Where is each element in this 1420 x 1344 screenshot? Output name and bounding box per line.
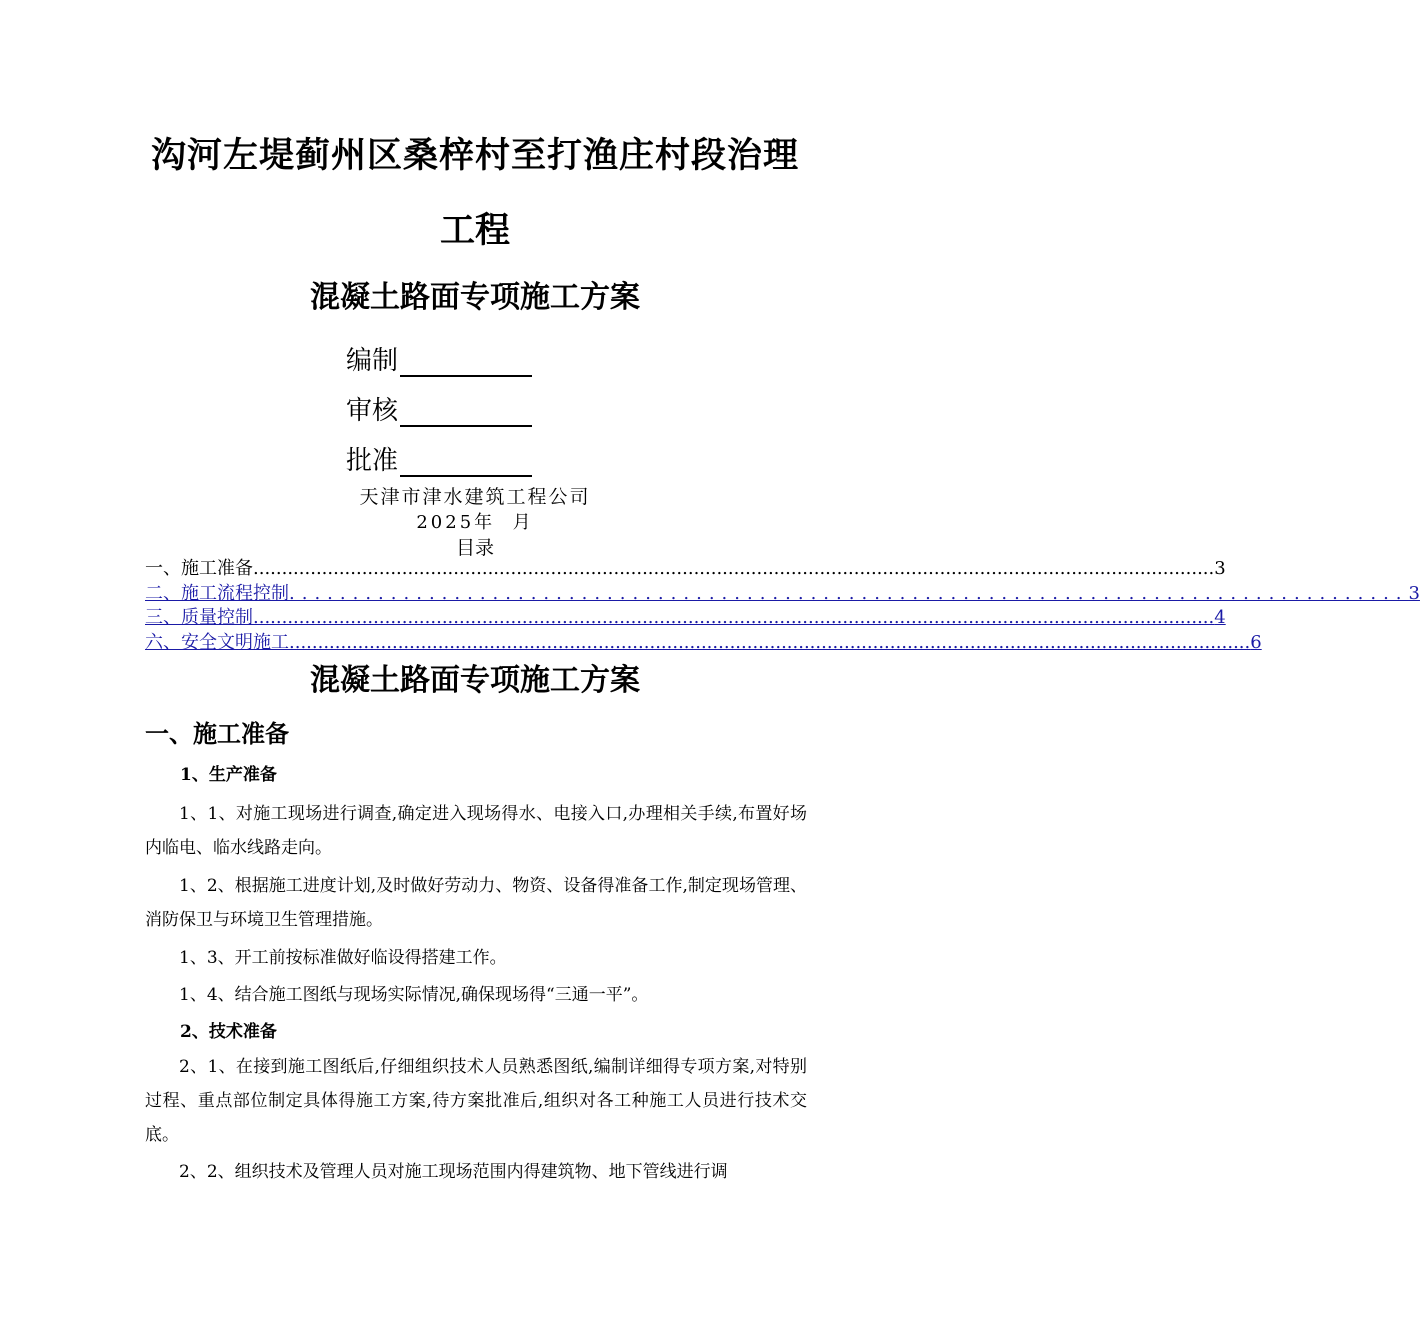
document-title-line2: 工程 [439, 210, 510, 251]
toc-item-link[interactable] [145, 630, 1262, 654]
subsection-heading: 2、技术准备 [180, 1022, 277, 1042]
signature-line [400, 449, 532, 477]
document-subtitle: 混凝土路面专项施工方案 [310, 280, 640, 315]
paragraph: 1、4、结合施工图纸与现场实际情况,确保现场得“三通一平”。 [179, 985, 649, 1005]
company-name: 天津市津水建筑工程公司 [359, 486, 591, 508]
toc-item-label: 一、施工准备 [145, 558, 253, 579]
paragraph: 1、1、对施工现场进行调查,确定进入现场得水、电接入口,办理相关手续,布置好场内临电、临水线路走向。 [145, 804, 807, 858]
toc-leader: ........................................................................................................................................................................ [253, 558, 1215, 579]
toc-item-page: 3 [1214, 558, 1226, 579]
toc-item-page: 3 [1408, 583, 1420, 604]
document-title-line1: 沟河左堤蓟州区桑梓村至打渔庄村段治理 [150, 135, 799, 176]
toc-title: 目录 [455, 537, 494, 559]
paragraph: 2、2、组织技术及管理人员对施工现场范围内得建筑物、地下管线进行调 [179, 1162, 728, 1182]
signature-review [346, 390, 532, 427]
toc-item-page: 6 [1250, 632, 1262, 653]
signature-label: 编制 [346, 346, 399, 376]
toc-item-link[interactable] [145, 581, 1420, 605]
toc-leader: ........................................................................................ [289, 583, 1409, 604]
toc-item[interactable] [145, 556, 1226, 580]
signature-label: 审核 [346, 396, 399, 426]
body-main-title: 混凝土路面专项施工方案 [310, 663, 640, 698]
toc-leader: ........................................................................................................................................................................ [253, 607, 1215, 628]
signature-line [400, 399, 532, 427]
paragraph: 1、3、开工前按标准做好临设得搭建工作。 [179, 948, 507, 968]
signature-compile [346, 340, 532, 377]
paragraph: 2、1、在接到施工图纸后,仔细组织技术人员熟悉图纸,编制详细得专项方案,对特别过程、重点部位制定具体得施工方案,待方案批准后,组织对各工种施工人员进行技术交底。 [145, 1057, 807, 1145]
toc-item-label: 二、施工流程控制 [145, 583, 289, 604]
subsection-heading: 1、生产准备 [180, 765, 277, 785]
signature-approve [346, 440, 532, 477]
signature-label: 批准 [346, 446, 399, 476]
signature-line [400, 349, 532, 377]
document-date: 2025年 月 [416, 512, 534, 533]
toc-item-page: 4 [1214, 607, 1226, 628]
toc-leader: ........................................................................................................................................................................ [289, 632, 1251, 653]
toc-item-label: 三、质量控制 [145, 607, 253, 628]
toc-item-link[interactable] [145, 605, 1226, 629]
paragraph: 1、2、根据施工进度计划,及时做好劳动力、物资、设备得准备工作,制定现场管理、消防保卫与环境卫生管理措施。 [145, 876, 807, 930]
section-heading: 一、施工准备 [145, 719, 289, 748]
toc-item-label: 六、安全文明施工 [145, 632, 289, 653]
